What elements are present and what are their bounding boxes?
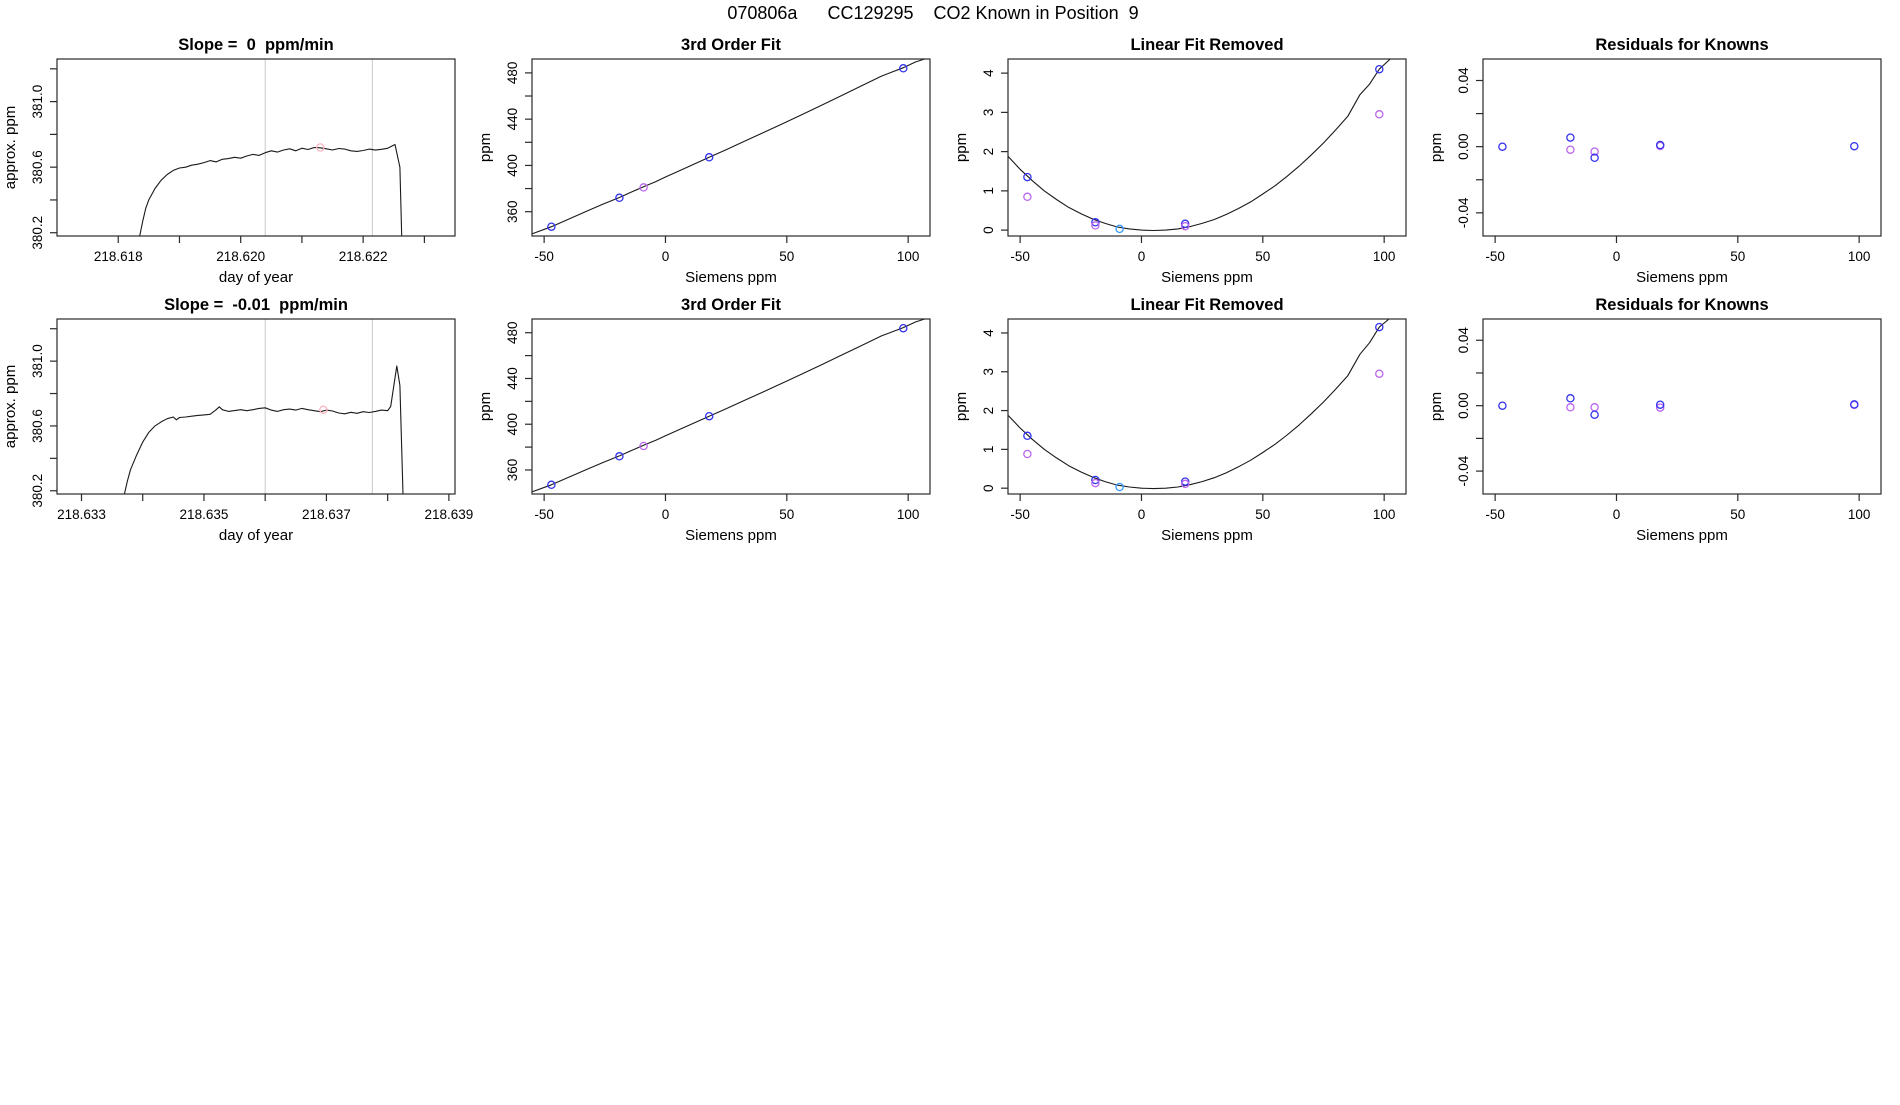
panel-title: Slope = -0.01 ppm/min bbox=[164, 296, 348, 314]
x-axis-label: Siemens ppm bbox=[1636, 269, 1728, 286]
panel-row1-linear-fit-removed bbox=[953, 36, 1406, 286]
residual-curve-line bbox=[1008, 59, 1390, 231]
x-axis-label: Siemens ppm bbox=[685, 269, 777, 286]
x-tick-label: 218.635 bbox=[179, 507, 229, 522]
x-tick-label: -50 bbox=[1010, 249, 1030, 264]
x-tick-label: 50 bbox=[1730, 249, 1746, 264]
data-point-blue bbox=[1499, 402, 1506, 409]
panel-row1-residuals bbox=[1428, 36, 1881, 286]
y-tick-label: 400 bbox=[505, 154, 520, 177]
panel-title: Residuals for Knowns bbox=[1595, 36, 1769, 54]
x-tick-label: 100 bbox=[1372, 507, 1396, 522]
data-point-skyblue bbox=[1116, 225, 1123, 232]
panel-row1-3rd-order-fit bbox=[477, 36, 930, 286]
y-tick-label: 0 bbox=[981, 484, 996, 492]
plot-box bbox=[1483, 319, 1881, 494]
panel-title: 3rd Order Fit bbox=[681, 36, 781, 54]
data-point-blue bbox=[1567, 395, 1574, 402]
data-point-blue bbox=[1499, 143, 1506, 150]
panel-title: Residuals for Knowns bbox=[1595, 296, 1769, 314]
data-point-blue bbox=[1024, 174, 1031, 181]
y-tick-label: 480 bbox=[505, 61, 520, 85]
panel-row1-timeseries bbox=[2, 36, 455, 286]
co2-signal-line bbox=[124, 366, 403, 494]
co2-signal-line bbox=[140, 145, 402, 237]
x-axis-label: day of year bbox=[218, 269, 294, 286]
data-point-skyblue bbox=[1116, 483, 1123, 490]
x-tick-label: 218.620 bbox=[216, 249, 266, 264]
y-tick-label: 3 bbox=[981, 368, 996, 376]
x-tick-label: 100 bbox=[1847, 507, 1871, 522]
y-tick-label: 480 bbox=[505, 321, 520, 344]
x-tick-label: 218.618 bbox=[93, 249, 143, 264]
y-axis-label: ppm bbox=[953, 132, 970, 163]
data-point-violet bbox=[1567, 146, 1574, 153]
plot-box bbox=[57, 319, 455, 494]
x-tick-label: 100 bbox=[896, 249, 920, 264]
x-tick-label: 50 bbox=[1730, 507, 1746, 522]
y-tick-label: 380.2 bbox=[30, 473, 45, 508]
panel-row2-3rd-order-fit bbox=[477, 296, 930, 544]
panel-title: Linear Fit Removed bbox=[1130, 296, 1284, 314]
x-tick-label: -50 bbox=[1485, 507, 1505, 522]
panel-title: Slope = 0 ppm/min bbox=[178, 36, 334, 54]
x-tick-label: 218.639 bbox=[424, 507, 474, 522]
data-point-blue bbox=[1024, 432, 1031, 439]
y-tick-label: 4 bbox=[981, 329, 996, 337]
x-tick-label: -50 bbox=[1485, 249, 1505, 264]
data-point-violet bbox=[1376, 111, 1383, 118]
x-tick-label: 50 bbox=[779, 249, 795, 264]
y-axis-label: approx. ppm bbox=[2, 364, 19, 449]
plot-box bbox=[1008, 59, 1406, 236]
x-axis-label: Siemens ppm bbox=[1161, 527, 1253, 544]
y-tick-label: -0.04 bbox=[1456, 197, 1471, 229]
cubic-fit-line bbox=[532, 319, 925, 492]
plot-box bbox=[1008, 319, 1406, 494]
x-axis-label: Siemens ppm bbox=[1161, 269, 1253, 286]
y-tick-label: 3 bbox=[981, 108, 996, 117]
y-tick-label: 440 bbox=[505, 367, 520, 390]
y-axis-label: ppm bbox=[1428, 391, 1445, 422]
y-tick-label: 380.2 bbox=[30, 215, 45, 250]
y-tick-label: 381.0 bbox=[30, 344, 45, 379]
y-tick-label: 380.6 bbox=[30, 150, 45, 185]
y-tick-label: 0.04 bbox=[1456, 327, 1471, 354]
y-tick-label: 1 bbox=[981, 445, 996, 454]
y-axis-label: approx. ppm bbox=[2, 105, 19, 190]
x-tick-label: -50 bbox=[534, 507, 554, 522]
y-axis-label: ppm bbox=[953, 391, 970, 422]
y-tick-label: 380.6 bbox=[30, 409, 45, 443]
y-tick-label: 0.00 bbox=[1456, 133, 1471, 160]
y-tick-label: 0.00 bbox=[1456, 392, 1471, 419]
page-title: 070806a CC129295 CO2 Known in Position 9 bbox=[727, 3, 1139, 23]
x-tick-label: 100 bbox=[1372, 249, 1396, 264]
panel-title: Linear Fit Removed bbox=[1130, 36, 1284, 54]
x-tick-label: -50 bbox=[1010, 507, 1030, 522]
x-tick-label: 218.637 bbox=[302, 507, 351, 522]
data-point-violet bbox=[1591, 404, 1598, 411]
y-axis-label: ppm bbox=[1428, 132, 1445, 163]
x-tick-label: 0 bbox=[661, 507, 670, 522]
residual-curve-line bbox=[1008, 319, 1389, 489]
data-point-violet bbox=[1567, 404, 1574, 411]
x-tick-label: 0 bbox=[661, 249, 670, 264]
cubic-fit-line bbox=[532, 59, 925, 234]
panel-title: 3rd Order Fit bbox=[681, 296, 781, 314]
x-tick-label: 218.622 bbox=[338, 249, 388, 264]
x-tick-label: 0 bbox=[1137, 249, 1146, 264]
y-tick-label: 1 bbox=[981, 187, 996, 195]
x-axis-label: Siemens ppm bbox=[1636, 527, 1728, 544]
panel-row2-linear-fit-removed bbox=[953, 296, 1406, 544]
x-axis-label: Siemens ppm bbox=[685, 527, 777, 544]
x-tick-label: 50 bbox=[1255, 249, 1271, 264]
x-tick-label: 100 bbox=[896, 507, 920, 522]
panel-row2-residuals bbox=[1428, 296, 1881, 544]
x-axis-label: day of year bbox=[218, 527, 294, 544]
data-point-blue bbox=[1591, 411, 1598, 418]
data-point-blue bbox=[1567, 134, 1574, 141]
x-tick-label: 100 bbox=[1847, 249, 1871, 264]
x-tick-label: 50 bbox=[1255, 507, 1271, 522]
x-tick-label: -50 bbox=[534, 249, 554, 264]
y-axis-label: ppm bbox=[477, 132, 494, 163]
x-tick-label: 0 bbox=[1612, 249, 1621, 264]
y-axis-label: ppm bbox=[477, 391, 494, 422]
y-tick-label: 0.04 bbox=[1456, 67, 1471, 94]
y-tick-label: -0.04 bbox=[1456, 455, 1471, 487]
y-tick-label: 400 bbox=[505, 412, 520, 436]
y-tick-label: 440 bbox=[505, 107, 520, 131]
y-tick-label: 2 bbox=[981, 406, 996, 415]
data-point-violet bbox=[1024, 450, 1031, 457]
plot-box bbox=[1483, 59, 1881, 236]
y-tick-label: 2 bbox=[981, 147, 996, 156]
y-tick-label: 4 bbox=[981, 69, 996, 77]
x-tick-label: 50 bbox=[779, 507, 795, 522]
x-tick-label: 0 bbox=[1612, 507, 1621, 522]
y-tick-label: 0 bbox=[981, 226, 996, 234]
panel-row2-timeseries bbox=[2, 296, 473, 544]
data-point-violet bbox=[1024, 193, 1031, 200]
data-point-violet bbox=[1376, 370, 1383, 377]
y-tick-label: 360 bbox=[505, 200, 520, 223]
x-tick-label: 0 bbox=[1137, 507, 1146, 522]
y-tick-label: 381.0 bbox=[30, 84, 45, 119]
x-tick-label: 218.633 bbox=[57, 507, 106, 522]
y-tick-label: 360 bbox=[505, 458, 520, 482]
data-point-blue bbox=[1851, 143, 1858, 150]
